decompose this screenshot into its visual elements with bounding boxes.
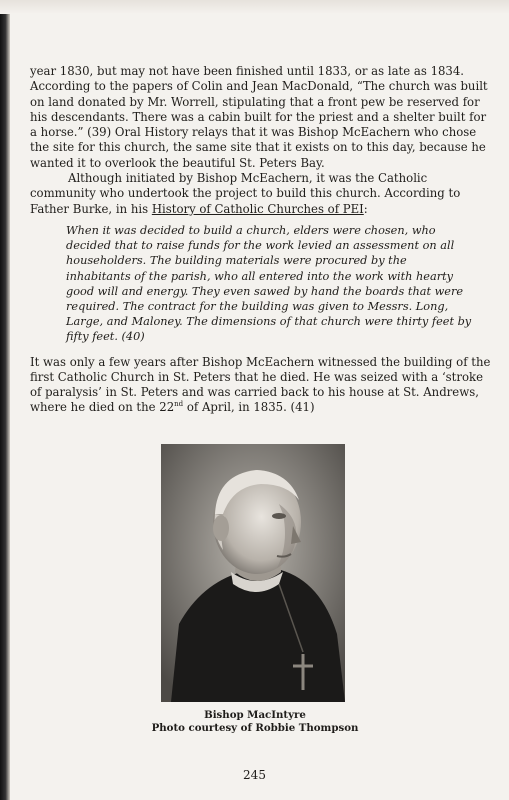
- caption-credit: Photo courtesy of Robbie Thompson: [151, 722, 359, 734]
- portrait-illustration: [161, 444, 345, 702]
- ordinal-suffix: nd: [174, 400, 184, 409]
- paragraph-2-end: :: [363, 201, 368, 216]
- paragraph-2: [30, 171, 492, 217]
- scan-top-shadow: [0, 0, 509, 14]
- paragraph-2-text: Although initiated by Bishop McEachern, it was the Catholic community who undertook the project to build this church. According to Father Burke, in his: [30, 171, 461, 216]
- page-text: [30, 64, 492, 416]
- paragraph-1: year 1830, but may not have been finished until 1833, or as late as 1834. According to the papers of Colin and Jean MacDonald, “The church was built on land donated by Mr. Worrell, stipulating that a front pew be reserved for his descendants. There was a cabin built for the priest and a shelter built for a horse.” (39) Oral History relays that it was Bishop McEachern who chose the site for this church, the same site that it exists on to this day, because he wanted it to overlook the beautiful St. Peters Bay.: [30, 64, 488, 170]
- caption-subject: Bishop MacIntyre: [204, 709, 306, 721]
- block-quote: When it was decided to build a church, elders were chosen, who decided that to raise funds for the work levied an assessment on all householders. The building materials were procured by the inhabitants of the parish, who all entered into the work with hearty good will and energy. They even sawed by hand the boards that were required. The contract for the building was given to Messrs. Long, Large, and Maloney. The dimensions of that church were thirty feet by fifty feet. (40): [66, 223, 472, 344]
- paragraph-3-end: of April, in 1835. (41): [183, 400, 315, 415]
- scan-binding-edge: [0, 0, 10, 800]
- photo-caption: [110, 709, 400, 735]
- paragraph-3: [30, 355, 492, 416]
- paragraph-3-text: It was only a few years after Bishop McEachern witnessed the building of the first Catholic Church in St. Peters that he died. He was seized with a ‘stroke of paralysis’ in St. Peters and was carried back to his house at St. Andrews, where he died on the 22: [30, 354, 491, 415]
- portrait-photo: [161, 444, 345, 702]
- book-title: History of Catholic Churches of PEI: [151, 201, 364, 216]
- page-number: 245: [243, 768, 266, 782]
